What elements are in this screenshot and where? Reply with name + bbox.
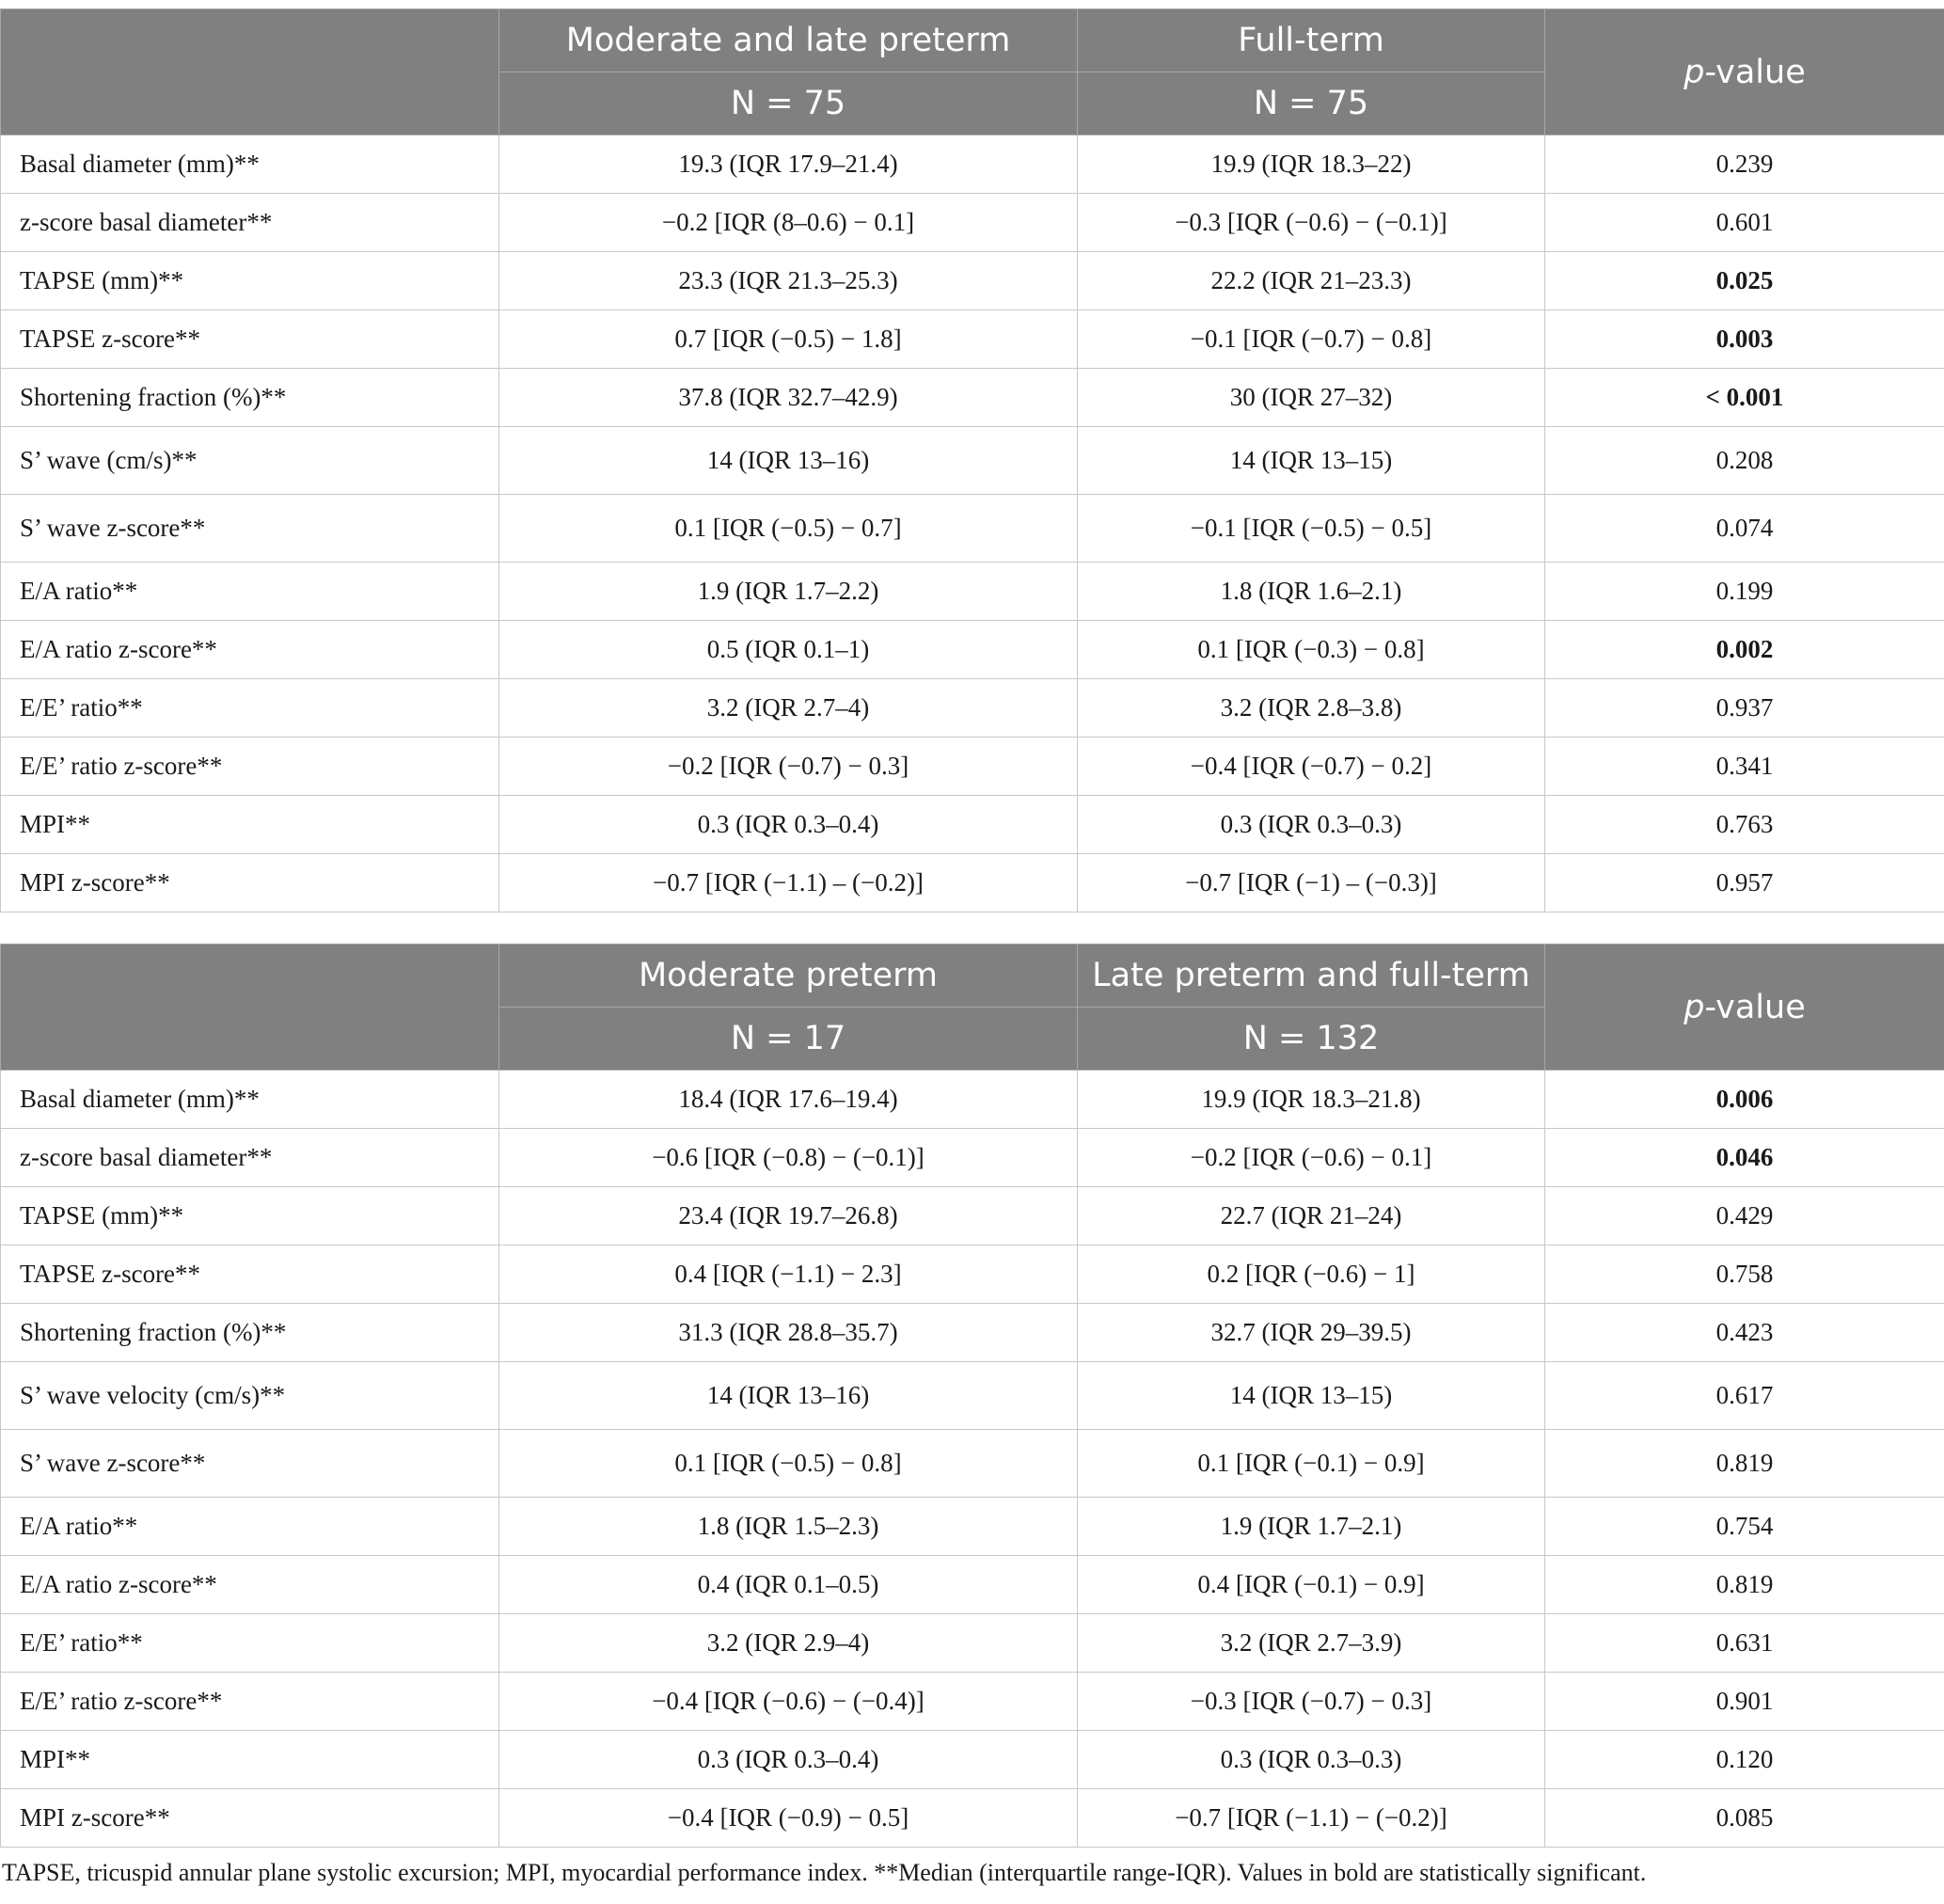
header-group2: Late preterm and full-term <box>1078 944 1545 1008</box>
p-value: 0.901 <box>1545 1673 1944 1731</box>
table-row <box>1 1731 1944 1789</box>
p-letter: p <box>1683 988 1705 1026</box>
p-value: 0.199 <box>1545 563 1944 621</box>
table-row <box>1 1556 1944 1614</box>
group2-value: −0.3 [IQR (−0.6) − (−0.1)] <box>1078 194 1545 252</box>
group2-value: 1.9 (IQR 1.7–2.1) <box>1078 1498 1545 1556</box>
p-suffix: -value <box>1704 53 1806 91</box>
group2-value: −0.7 [IQR (−1.1) − (−0.2)] <box>1078 1789 1545 1848</box>
table-row <box>1 369 1944 427</box>
table-row <box>1 310 1944 369</box>
p-value: 0.006 <box>1545 1071 1944 1129</box>
table-row <box>1 854 1944 912</box>
p-value: 0.819 <box>1545 1556 1944 1614</box>
p-value: 0.429 <box>1545 1187 1944 1246</box>
p-suffix: -value <box>1704 988 1806 1026</box>
group1-value: 31.3 (IQR 28.8–35.7) <box>499 1304 1078 1362</box>
p-value: 0.957 <box>1545 854 1944 912</box>
header-p-value <box>1545 944 1944 1071</box>
group2-value: −0.3 [IQR (−0.7) − 0.3] <box>1078 1673 1545 1731</box>
group2-value: −0.1 [IQR (−0.5) − 0.5] <box>1078 495 1545 563</box>
row-label: S’ wave z-score** <box>1 1430 499 1498</box>
p-value: 0.046 <box>1545 1129 1944 1187</box>
header-group1-n: N = 75 <box>499 72 1078 135</box>
p-value: 0.239 <box>1545 135 1944 194</box>
row-label: E/A ratio z-score** <box>1 1556 499 1614</box>
row-label: Basal diameter (mm)** <box>1 135 499 194</box>
group2-value: 0.4 [IQR (−0.1) − 0.9] <box>1078 1556 1545 1614</box>
p-value: 0.631 <box>1545 1614 1944 1673</box>
group1-value: −0.2 [IQR (−0.7) − 0.3] <box>499 738 1078 796</box>
table-row <box>1 679 1944 738</box>
group2-value: 0.1 [IQR (−0.1) − 0.9] <box>1078 1430 1545 1498</box>
p-value: 0.423 <box>1545 1304 1944 1362</box>
group2-value: 22.2 (IQR 21–23.3) <box>1078 252 1545 310</box>
group1-value: 1.8 (IQR 1.5–2.3) <box>499 1498 1078 1556</box>
table-row <box>1 563 1944 621</box>
p-value: 0.937 <box>1545 679 1944 738</box>
row-label: z-score basal diameter** <box>1 194 499 252</box>
row-label: Shortening fraction (%)** <box>1 1304 499 1362</box>
group2-value: 19.9 (IQR 18.3–21.8) <box>1078 1071 1545 1129</box>
group1-value: −0.2 [IQR (8–0.6) − 0.1] <box>499 194 1078 252</box>
row-label: E/A ratio** <box>1 1498 499 1556</box>
group1-value: 3.2 (IQR 2.9–4) <box>499 1614 1078 1673</box>
group1-value: 0.4 (IQR 0.1–0.5) <box>499 1556 1078 1614</box>
group2-value: −0.4 [IQR (−0.7) − 0.2] <box>1078 738 1545 796</box>
p-letter: p <box>1683 53 1705 91</box>
p-value: 0.085 <box>1545 1789 1944 1848</box>
p-value: 0.758 <box>1545 1246 1944 1304</box>
group1-value: 23.4 (IQR 19.7–26.8) <box>499 1187 1078 1246</box>
header-group1-n: N = 17 <box>499 1008 1078 1071</box>
header-blank <box>1 944 499 1071</box>
table-row <box>1 1789 1944 1848</box>
group2-value: 0.3 (IQR 0.3–0.3) <box>1078 796 1545 854</box>
group1-value: 0.1 [IQR (−0.5) − 0.8] <box>499 1430 1078 1498</box>
group2-value: 1.8 (IQR 1.6–2.1) <box>1078 563 1545 621</box>
table-row <box>1 796 1944 854</box>
p-value: 0.763 <box>1545 796 1944 854</box>
group2-value: 14 (IQR 13–15) <box>1078 427 1545 495</box>
group2-value: 14 (IQR 13–15) <box>1078 1362 1545 1430</box>
table-row <box>1 1430 1944 1498</box>
group2-value: 3.2 (IQR 2.7–3.9) <box>1078 1614 1545 1673</box>
table-row <box>1 1614 1944 1673</box>
table-footnote: TAPSE, tricuspid annular plane systolic excursion; MPI, myocardial performance index. **Median (interquartile range-IQR). Values in bold are statistically significant. <box>2 1859 1647 1886</box>
row-label: MPI z-score** <box>1 1789 499 1848</box>
p-value: 0.341 <box>1545 738 1944 796</box>
p-value: 0.819 <box>1545 1430 1944 1498</box>
group2-value: 3.2 (IQR 2.8–3.8) <box>1078 679 1545 738</box>
row-label: MPI** <box>1 796 499 854</box>
group1-value: 0.4 [IQR (−1.1) − 2.3] <box>499 1246 1078 1304</box>
row-label: TAPSE (mm)** <box>1 1187 499 1246</box>
group1-value: −0.6 [IQR (−0.8) − (−0.1)] <box>499 1129 1078 1187</box>
table-row <box>1 427 1944 495</box>
group1-value: −0.4 [IQR (−0.9) − 0.5] <box>499 1789 1078 1848</box>
p-value: 0.025 <box>1545 252 1944 310</box>
table-row <box>1 194 1944 252</box>
group1-value: 0.1 [IQR (−0.5) − 0.7] <box>499 495 1078 563</box>
row-label: TAPSE (mm)** <box>1 252 499 310</box>
table-row <box>1 1304 1944 1362</box>
header-group2-n: N = 75 <box>1078 72 1545 135</box>
row-label: E/A ratio** <box>1 563 499 621</box>
row-label: TAPSE z-score** <box>1 1246 499 1304</box>
group2-value: 0.2 [IQR (−0.6) − 1] <box>1078 1246 1545 1304</box>
header-group1: Moderate preterm <box>499 944 1078 1008</box>
table-row <box>1 1673 1944 1731</box>
group1-value: 0.7 [IQR (−0.5) − 1.8] <box>499 310 1078 369</box>
row-label: E/E’ ratio** <box>1 679 499 738</box>
group2-value: 32.7 (IQR 29–39.5) <box>1078 1304 1545 1362</box>
group1-value: 23.3 (IQR 21.3–25.3) <box>499 252 1078 310</box>
p-value: < 0.001 <box>1545 369 1944 427</box>
row-label: z-score basal diameter** <box>1 1129 499 1187</box>
table-row <box>1 1071 1944 1129</box>
group2-value: 30 (IQR 27–32) <box>1078 369 1545 427</box>
group1-value: 0.5 (IQR 0.1–1) <box>499 621 1078 679</box>
comparison-table-2 <box>0 944 1944 1848</box>
p-value: 0.074 <box>1545 495 1944 563</box>
p-value: 0.003 <box>1545 310 1944 369</box>
row-label: E/E’ ratio** <box>1 1614 499 1673</box>
group2-value: 22.7 (IQR 21–24) <box>1078 1187 1545 1246</box>
table-row <box>1 495 1944 563</box>
row-label: E/A ratio z-score** <box>1 621 499 679</box>
p-value: 0.120 <box>1545 1731 1944 1789</box>
group1-value: 3.2 (IQR 2.7–4) <box>499 679 1078 738</box>
table-row <box>1 1129 1944 1187</box>
group1-value: 19.3 (IQR 17.9–21.4) <box>499 135 1078 194</box>
p-value: 0.208 <box>1545 427 1944 495</box>
group1-value: 14 (IQR 13–16) <box>499 1362 1078 1430</box>
row-label: E/E’ ratio z-score** <box>1 1673 499 1731</box>
row-label: Basal diameter (mm)** <box>1 1071 499 1129</box>
group2-value: −0.1 [IQR (−0.7) − 0.8] <box>1078 310 1545 369</box>
group1-value: −0.4 [IQR (−0.6) − (−0.4)] <box>499 1673 1078 1731</box>
table-row <box>1 1246 1944 1304</box>
row-label: E/E’ ratio z-score** <box>1 738 499 796</box>
row-label: S’ wave z-score** <box>1 495 499 563</box>
group1-value: 1.9 (IQR 1.7–2.2) <box>499 563 1078 621</box>
comparison-table-1 <box>0 8 1944 912</box>
table-row <box>1 1498 1944 1556</box>
p-value: 0.601 <box>1545 194 1944 252</box>
group1-value: 37.8 (IQR 32.7–42.9) <box>499 369 1078 427</box>
header-group1: Moderate and late preterm <box>499 9 1078 72</box>
row-label: MPI** <box>1 1731 499 1789</box>
header-p-value <box>1545 9 1944 135</box>
table-row <box>1 738 1944 796</box>
table-row <box>1 1187 1944 1246</box>
row-label: TAPSE z-score** <box>1 310 499 369</box>
p-value: 0.002 <box>1545 621 1944 679</box>
p-value: 0.617 <box>1545 1362 1944 1430</box>
table-row <box>1 1362 1944 1430</box>
group1-value: 18.4 (IQR 17.6–19.4) <box>499 1071 1078 1129</box>
header-blank <box>1 9 499 135</box>
table-row <box>1 135 1944 194</box>
group2-value: 0.1 [IQR (−0.3) − 0.8] <box>1078 621 1545 679</box>
row-label: S’ wave (cm/s)** <box>1 427 499 495</box>
p-value: 0.754 <box>1545 1498 1944 1556</box>
group2-value: −0.2 [IQR (−0.6) − 0.1] <box>1078 1129 1545 1187</box>
header-group2: Full-term <box>1078 9 1545 72</box>
group1-value: 0.3 (IQR 0.3–0.4) <box>499 796 1078 854</box>
group2-value: −0.7 [IQR (−1) – (−0.3)] <box>1078 854 1545 912</box>
row-label: S’ wave velocity (cm/s)** <box>1 1362 499 1430</box>
table-row <box>1 252 1944 310</box>
header-group2-n: N = 132 <box>1078 1008 1545 1071</box>
group2-value: 0.3 (IQR 0.3–0.3) <box>1078 1731 1545 1789</box>
table-row <box>1 621 1944 679</box>
group2-value: 19.9 (IQR 18.3–22) <box>1078 135 1545 194</box>
row-label: Shortening fraction (%)** <box>1 369 499 427</box>
group1-value: 14 (IQR 13–16) <box>499 427 1078 495</box>
row-label: MPI z-score** <box>1 854 499 912</box>
group1-value: −0.7 [IQR (−1.1) – (−0.2)] <box>499 854 1078 912</box>
group1-value: 0.3 (IQR 0.3–0.4) <box>499 1731 1078 1789</box>
